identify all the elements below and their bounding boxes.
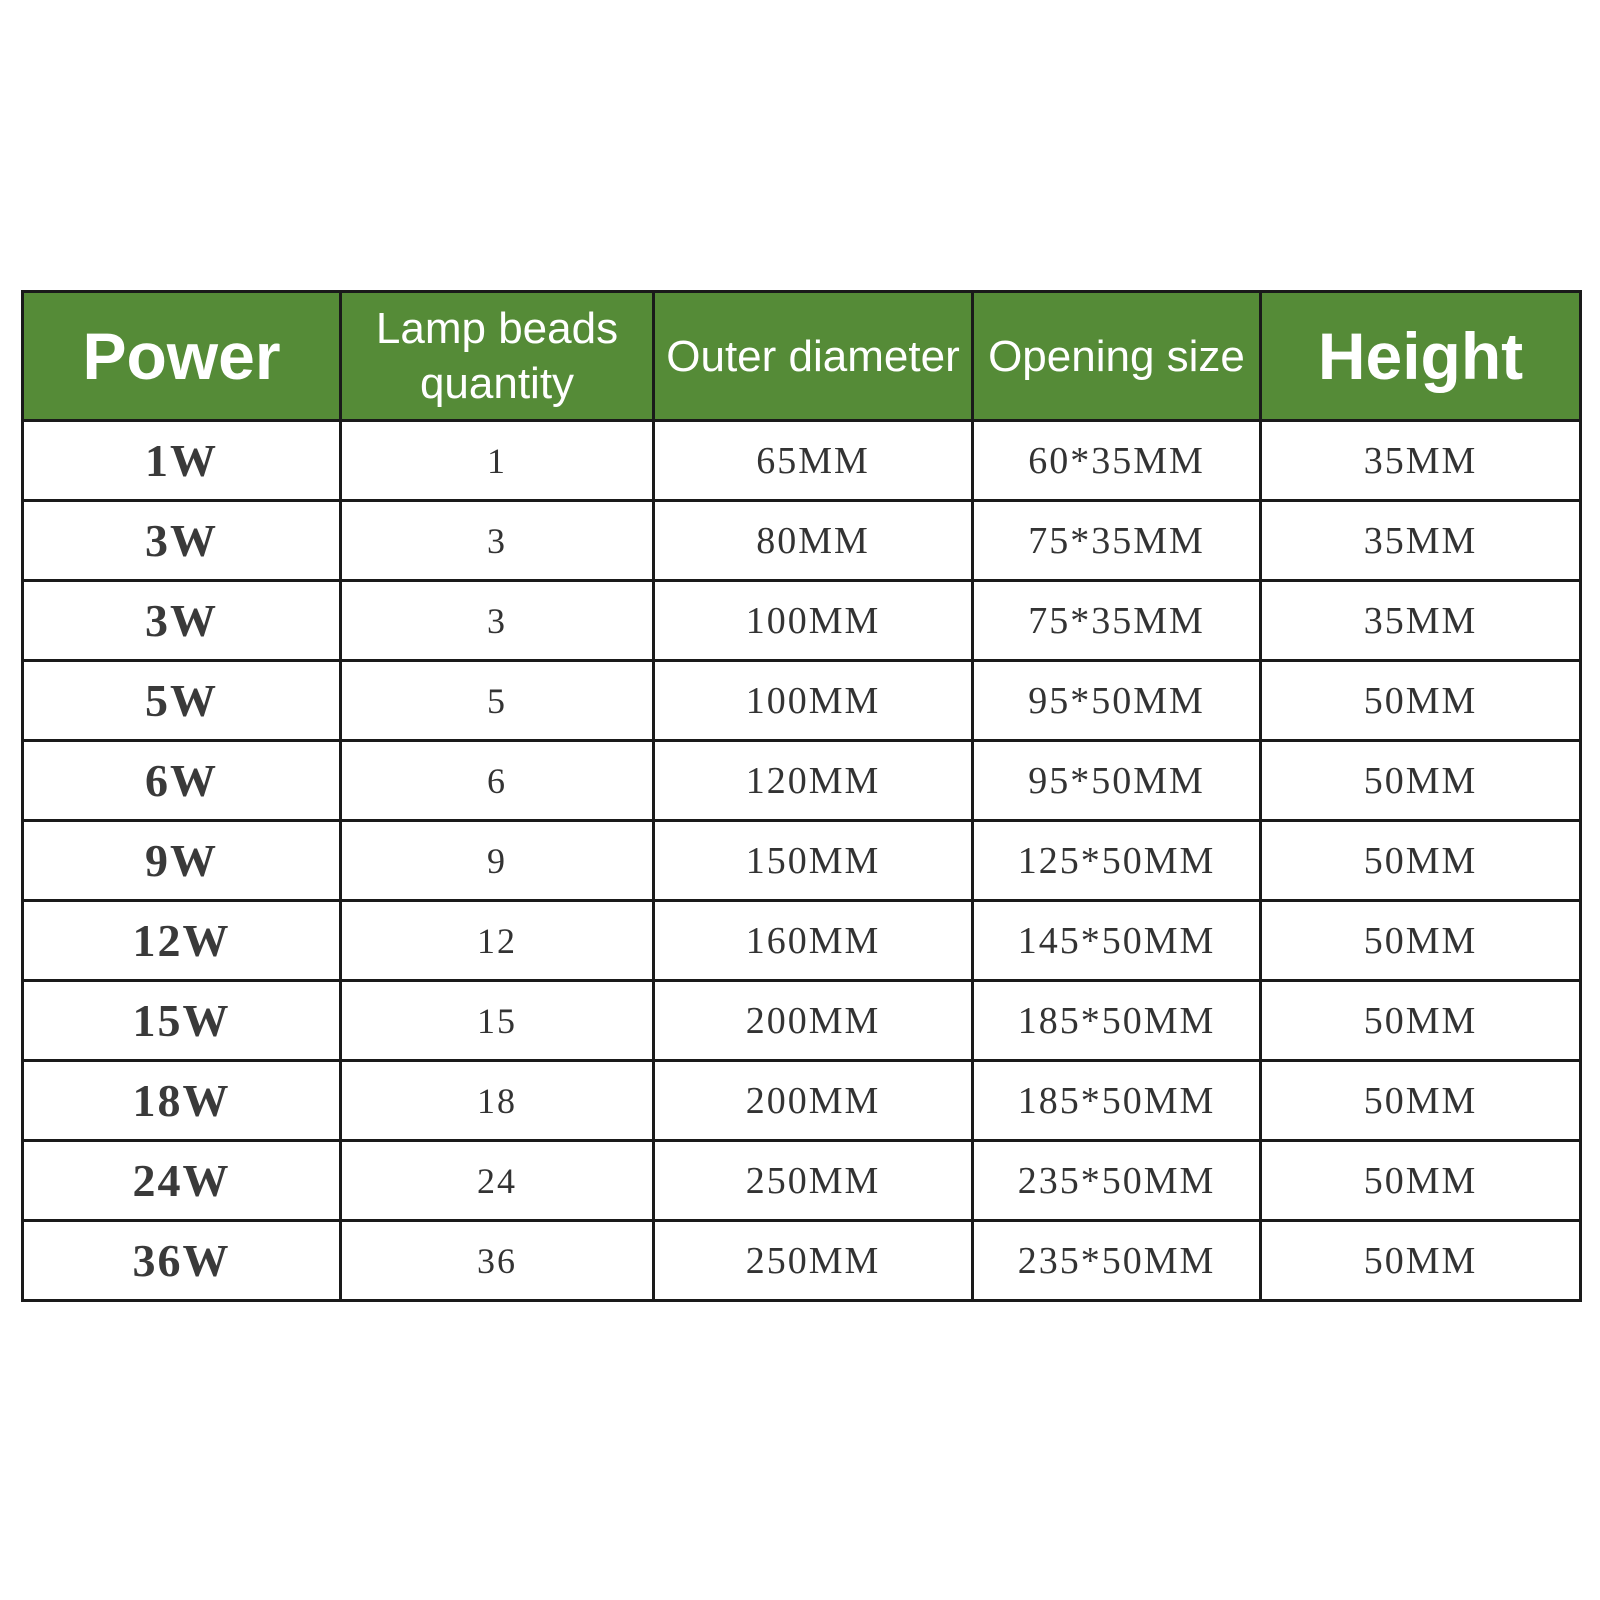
cell-lamp-beads-quantity: 18	[341, 1061, 654, 1141]
cell-lamp-beads-quantity: 24	[341, 1141, 654, 1221]
cell-opening-size: 95*50MM	[973, 741, 1261, 821]
table-row	[23, 821, 1581, 901]
spec-table	[21, 290, 1582, 1302]
cell-height: 50MM	[1261, 981, 1581, 1061]
cell-power: 18W	[23, 1061, 341, 1141]
table-row	[23, 421, 1581, 501]
cell-lamp-beads-quantity: 3	[341, 581, 654, 661]
cell-outer-diameter: 100MM	[654, 581, 973, 661]
cell-height: 50MM	[1261, 741, 1581, 821]
cell-outer-diameter: 80MM	[654, 501, 973, 581]
cell-lamp-beads-quantity: 3	[341, 501, 654, 581]
cell-opening-size: 75*35MM	[973, 501, 1261, 581]
header-lamp-beads-line1: Lamp beads	[375, 304, 619, 353]
cell-opening-size: 75*35MM	[973, 581, 1261, 661]
cell-height: 35MM	[1261, 421, 1581, 501]
header-power: Power	[23, 292, 341, 421]
cell-power: 15W	[23, 981, 341, 1061]
cell-lamp-beads-quantity: 5	[341, 661, 654, 741]
cell-opening-size: 60*35MM	[973, 421, 1261, 501]
cell-outer-diameter: 200MM	[654, 981, 973, 1061]
table-row	[23, 1221, 1581, 1301]
cell-height: 50MM	[1261, 901, 1581, 981]
table-row	[23, 501, 1581, 581]
cell-opening-size: 95*50MM	[973, 661, 1261, 741]
cell-outer-diameter: 160MM	[654, 901, 973, 981]
table-row	[23, 1141, 1581, 1221]
cell-outer-diameter: 200MM	[654, 1061, 973, 1141]
header-row	[23, 292, 1581, 421]
header-opening-size: Opening size	[973, 292, 1261, 421]
cell-outer-diameter: 150MM	[654, 821, 973, 901]
cell-power: 24W	[23, 1141, 341, 1221]
table-row	[23, 661, 1581, 741]
table-row	[23, 581, 1581, 661]
cell-power: 3W	[23, 581, 341, 661]
cell-outer-diameter: 250MM	[654, 1141, 973, 1221]
cell-opening-size: 145*50MM	[973, 901, 1261, 981]
cell-lamp-beads-quantity: 9	[341, 821, 654, 901]
cell-lamp-beads-quantity: 36	[341, 1221, 654, 1301]
header-height: Height	[1261, 292, 1581, 421]
table-row	[23, 981, 1581, 1061]
cell-power: 3W	[23, 501, 341, 581]
cell-lamp-beads-quantity: 6	[341, 741, 654, 821]
header-lamp-beads-line2: quantity	[419, 359, 575, 408]
cell-power: 1W	[23, 421, 341, 501]
cell-opening-size: 125*50MM	[973, 821, 1261, 901]
cell-height: 50MM	[1261, 1061, 1581, 1141]
cell-height: 50MM	[1261, 1221, 1581, 1301]
cell-outer-diameter: 120MM	[654, 741, 973, 821]
cell-outer-diameter: 65MM	[654, 421, 973, 501]
cell-power: 6W	[23, 741, 341, 821]
table-body	[23, 421, 1581, 1301]
table-row	[23, 1061, 1581, 1141]
cell-height: 50MM	[1261, 661, 1581, 741]
cell-lamp-beads-quantity: 12	[341, 901, 654, 981]
cell-outer-diameter: 250MM	[654, 1221, 973, 1301]
cell-power: 12W	[23, 901, 341, 981]
table-row	[23, 901, 1581, 981]
cell-outer-diameter: 100MM	[654, 661, 973, 741]
cell-opening-size: 185*50MM	[973, 981, 1261, 1061]
table-header	[23, 292, 1581, 421]
cell-height: 35MM	[1261, 581, 1581, 661]
header-outer-diameter: Outer diameter	[654, 292, 973, 421]
cell-power: 5W	[23, 661, 341, 741]
table-row	[23, 741, 1581, 821]
cell-height: 35MM	[1261, 501, 1581, 581]
cell-power: 9W	[23, 821, 341, 901]
cell-opening-size: 235*50MM	[973, 1141, 1261, 1221]
cell-power: 36W	[23, 1221, 341, 1301]
cell-lamp-beads-quantity: 15	[341, 981, 654, 1061]
cell-height: 50MM	[1261, 821, 1581, 901]
cell-opening-size: 185*50MM	[973, 1061, 1261, 1141]
cell-lamp-beads-quantity: 1	[341, 421, 654, 501]
cell-height: 50MM	[1261, 1141, 1581, 1221]
cell-opening-size: 235*50MM	[973, 1221, 1261, 1301]
header-lamp-beads-quantity	[341, 292, 654, 421]
